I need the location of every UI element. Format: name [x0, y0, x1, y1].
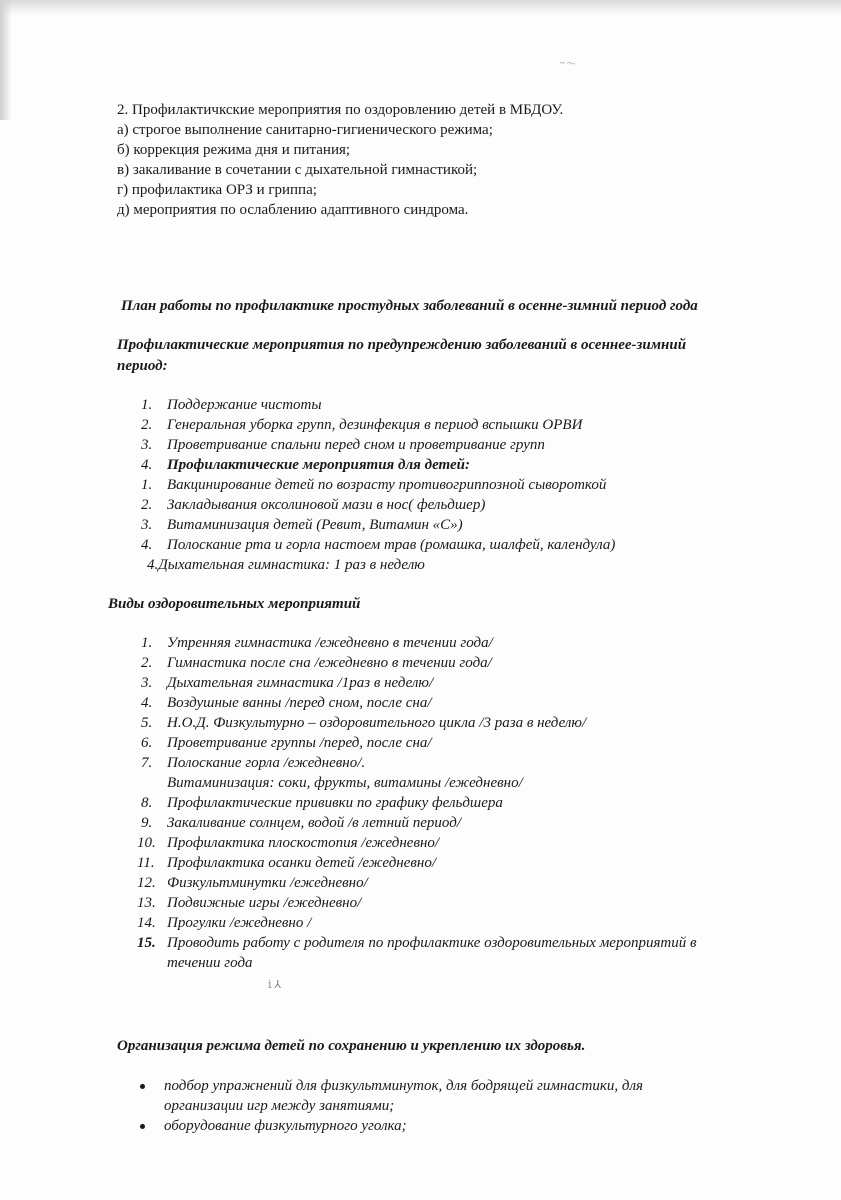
list-item-extra: 4.Дыхательная гимнастика: 1 раз в неделю: [147, 557, 425, 573]
list-number: 3.: [141, 675, 153, 691]
list-item: Полоскание горла /ежедневно/.: [167, 755, 366, 771]
scan-edge-top: [0, 0, 841, 16]
list-number: 11.: [137, 855, 155, 871]
list-item: Проветривание группы /перед, после сна/: [167, 735, 432, 751]
list-number: 1.: [141, 477, 153, 493]
section1-heading: 2. Профилактичкские мероприятия по оздоровлению детей в МБДОУ.: [117, 102, 564, 118]
list-number: 8.: [141, 795, 153, 811]
list-item: Физкультминутки /ежедневно/: [167, 875, 368, 891]
list-item: Прогулки /ежедневно /: [167, 915, 312, 931]
list-number: 10.: [137, 835, 156, 851]
list-number: 6.: [141, 735, 153, 751]
list-number: 1.: [141, 635, 153, 651]
bullet-dot: [140, 1084, 145, 1089]
list-item: Проветривание спальни перед сном и проветривание групп: [167, 437, 545, 453]
list-number: 9.: [141, 815, 153, 831]
section1-item: а) строгое выполнение санитарно-гигиенического режима;: [117, 122, 493, 138]
list-number: 2.: [141, 655, 153, 671]
scan-edge-left: [0, 0, 12, 120]
health-heading: Виды оздоровительных мероприятий: [108, 596, 361, 612]
list-item: Закладывания оксолиновой мази в нос( фельдшер): [167, 497, 486, 513]
bullet-dot: [140, 1124, 145, 1129]
section1-item: б) коррекция режима дня и питания;: [117, 142, 351, 158]
scan-speck: ⅰ ⅄: [268, 979, 281, 991]
list-number: 2.: [141, 497, 153, 513]
bullet-item: подбор упражнений для физкультминуток, для бодрящей гимнастики, для: [164, 1078, 643, 1094]
bullet-item: оборудование физкультурного уголка;: [164, 1118, 407, 1134]
list-item: Профилактические прививки по графику фельдшера: [167, 795, 503, 811]
section1-item: г) профилактика ОРЗ и гриппа;: [117, 182, 317, 198]
list-item: Вакцинирование детей по возрасту противогриппозной сывороткой: [167, 477, 607, 493]
list-item: Проводить работу с родителя по профилактике оздоровительных мероприятий в: [167, 935, 697, 951]
list-item-bold: Профилактические мероприятия для детей:: [167, 457, 471, 473]
list-item: Поддержание чистоты: [167, 397, 322, 413]
list-item: Дыхательная гимнастика /1раз в неделю/: [167, 675, 434, 691]
list-number: 4.: [141, 695, 153, 711]
list-item: Полоскание рта и горла настоем трав (ромашка, шалфей, календула): [167, 537, 616, 553]
list-item: Гимнастика после сна /ежедневно в течении года/: [167, 655, 492, 671]
list-number: 1.: [141, 397, 153, 413]
list-number-bold: 15.: [137, 935, 156, 951]
list-number: 3.: [141, 517, 153, 533]
prevention-heading-cont: период:: [117, 358, 168, 374]
list-item: Профилактика плоскостопия /ежедневно/: [167, 835, 440, 851]
list-item-cont: течении года: [167, 955, 253, 971]
list-item: Утренняя гимнастика /ежедневно в течении года/: [167, 635, 493, 651]
list-item: Воздушные ванны /перед сном, после сна/: [167, 695, 432, 711]
list-number: 2.: [141, 417, 153, 433]
list-number: 14.: [137, 915, 156, 931]
list-item: Закаливание солнцем, водой /в летний период/: [167, 815, 461, 831]
plan-title: План работы по профилактике простудных заболеваний в осенне-зимний период года: [121, 298, 698, 314]
list-item: Подвижные игры /ежедневно/: [167, 895, 362, 911]
section1-item: д) мероприятия по ослаблению адаптивного синдрома.: [117, 202, 469, 218]
prevention-heading: Профилактические мероприятия по предупреждению заболеваний в осеннее-зимний: [117, 337, 687, 353]
scan-speck: ~ ~-: [560, 58, 575, 68]
list-number: 4.: [141, 457, 153, 473]
regime-heading: Организация режима детей по сохранению и укреплению их здоровья.: [117, 1038, 586, 1054]
list-number: 4.: [141, 537, 153, 553]
list-number: 5.: [141, 715, 153, 731]
list-item: Профилактика осанки детей /ежедневно/: [167, 855, 436, 871]
list-item: Генеральная уборка групп, дезинфекция в период вспышки ОРВИ: [167, 417, 583, 433]
list-item: Н.О.Д. Физкультурно – оздоровительного цикла /3 раза в неделю/: [167, 715, 587, 731]
list-number: 13.: [137, 895, 156, 911]
list-item: Витаминизация детей (Ревит, Витамин «С»): [167, 517, 463, 533]
list-item-cont: Витаминизация: соки, фрукты, витамины /ежедневно/: [167, 775, 523, 791]
list-number: 7.: [141, 755, 153, 771]
list-number: 3.: [141, 437, 153, 453]
list-number: 12.: [137, 875, 156, 891]
bullet-item-cont: организации игр между занятиями;: [164, 1098, 395, 1114]
section1-item: в) закаливание в сочетании с дыхательной гимнастикой;: [117, 162, 478, 178]
